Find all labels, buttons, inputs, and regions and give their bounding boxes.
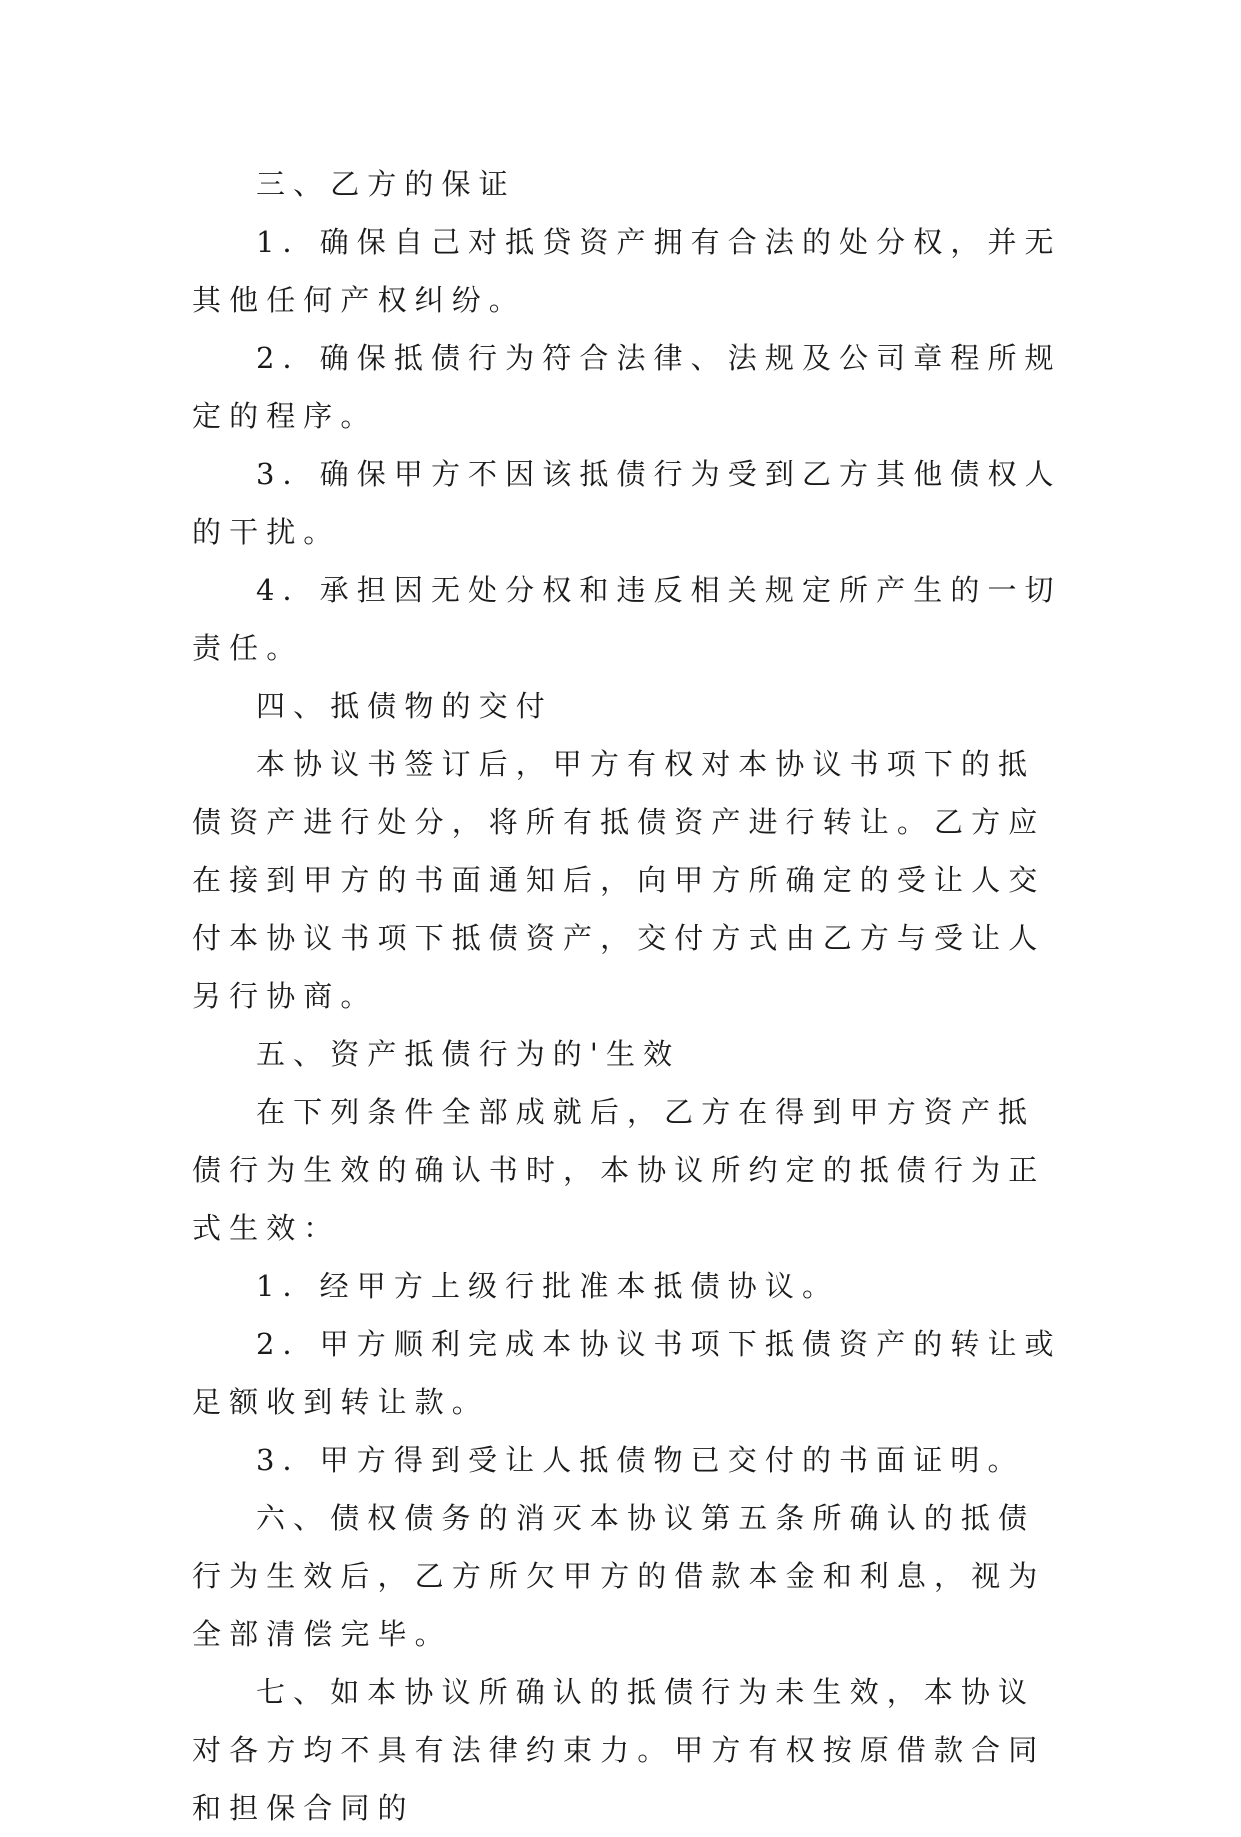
section-6: 六、债权债务的消灭本协议第五条所确认的抵债行为生效后，乙方所欠甲方的借款本金和利息，视为全部清偿完毕。 <box>192 1501 1046 1651</box>
section-7: 七、如本协议所确认的抵债行为未生效，本协议对各方均不具有法律约束力。甲方有权按原借款合同和担保合同的 <box>192 1675 1046 1825</box>
clause-3-1: 1．确保自己对抵贷资产拥有合法的处分权，并无其他任何产权纠纷。 <box>192 225 1062 317</box>
clause-5-1: 1．经甲方上级行批准本抵债协议。 <box>256 1269 840 1303</box>
section-heading-3: 三、乙方的保证 <box>256 167 516 201</box>
document-body <box>192 155 1072 1837</box>
section-5-intro: 在下列条件全部成就后，乙方在得到甲方资产抵债行为生效的确认书时，本协议所约定的抵债行为正式生效： <box>192 1095 1046 1245</box>
clause-5-3: 3．甲方得到受让人抵债物已交付的书面证明。 <box>256 1443 1025 1477</box>
clause-3-4: 4．承担因无处分权和违反相关规定所产生的一切责任。 <box>192 573 1062 665</box>
section-4-body: 本协议书签订后，甲方有权对本协议书项下的抵债资产进行处分，将所有抵债资产进行转让。乙方应在接到甲方的书面通知后，向甲方所确定的受让人交付本协议书项下抵债资产，交付方式由乙方与受让人另行协商。 <box>192 747 1046 1013</box>
clause-5-2: 2．甲方顺利完成本协议书项下抵债资产的转让或足额收到转让款。 <box>192 1327 1062 1419</box>
clause-3-3: 3．确保甲方不因该抵债行为受到乙方其他债权人的干扰。 <box>192 457 1062 549</box>
clause-3-2: 2．确保抵债行为符合法律、法规及公司章程所规定的程序。 <box>192 341 1062 433</box>
section-heading-5: 五、资产抵债行为的'生效 <box>256 1037 681 1071</box>
section-heading-4: 四、抵债物的交付 <box>256 689 553 723</box>
